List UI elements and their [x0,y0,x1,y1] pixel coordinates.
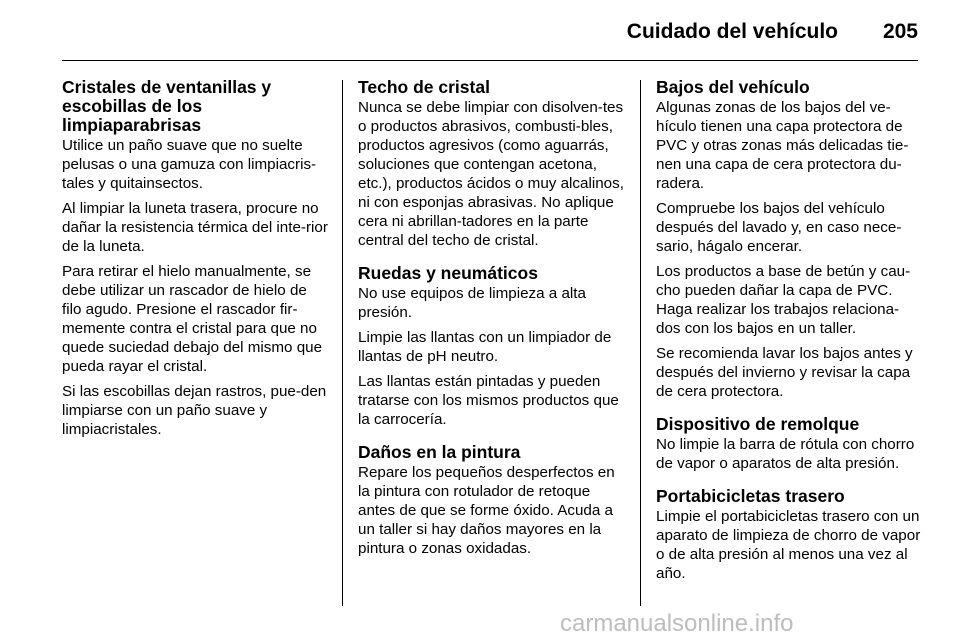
paragraph: Limpie las llantas con un limpiador de llantas de pH neutro. [358,329,612,365]
section-heading-techo: Techo de cristal [358,77,490,97]
watermark-text: carmanualsonline.info [560,610,794,637]
paragraph: Compruebe los bajos del vehículo después del lavado y, en caso nece-sario, hágalo encerar. [656,200,902,255]
paragraph: Los productos a base de betún y cau-cho pueden dañar la capa de PVC. Haga realizar los trabajos relaciona-dos con los bajos en un taller. [656,263,911,337]
column-2 [358,78,624,606]
section-heading-cristales: Cristales de ventanillas y escobillas de los limpiaparabrisas [62,77,272,135]
page-header [62,16,918,61]
paragraph: Algunas zonas de los bajos del ve-hículo tienen una capa protectora de PVC y otras zonas más delicadas tie-nen una capa de cera protectora du-radera. [656,99,909,192]
column-divider [342,80,343,606]
section-heading-remolque: Dispositivo de remolque [656,414,860,434]
column-divider [640,80,641,606]
paragraph: Limpie el portabicicletas trasero con un aparato de limpieza de chorro de vapor o de alta presión al menos una vez al año. [656,508,921,582]
page-title: Cuidado del vehículo [626,20,838,43]
paragraph: Utilice un paño suave que no suelte pelusas o una gamuza con limpiacris-tales y quitainsectos. [62,137,317,192]
paragraph: No limpie la barra de rótula con chorro de vapor o aparatos de alta presión. [656,436,915,472]
paragraph: Para retirar el hielo manualmente, se debe utilizar un rascador de hielo de filo agudo. Presione el rascador fir-memente contra el cristal para que no quede suciedad debajo del mismo que pueda rayar el cristal. [62,263,323,375]
paragraph: Al limpiar la luneta trasera, procure no dañar la resistencia térmica del inte-rior de la luneta. [62,200,328,255]
paragraph: Se recomienda lavar los bajos antes y después del invierno y revisar la capa de cera protectora. [656,345,913,400]
paragraph: No use equipos de limpieza a alta presión. [358,285,586,321]
section-heading-portabicicletas: Portabicicletas trasero [656,486,845,506]
column-3 [656,78,922,606]
section-heading-pintura: Daños en la pintura [358,442,521,462]
page-number: 205 [882,20,918,43]
paragraph: Nunca se debe limpiar con disolven-tes o productos abrasivos, combusti-bles, productos agresivos (como aguarrás, soluciones que contengan acetona, etc.), productos ácidos o muy alcalinos, ni con esponjas abrasivas. No aplique cera ni abrillan-tadores en la parte central del techo de cristal. [358,99,624,249]
paragraph: Si las escobillas dejan rastros, pue-den limpiarse con un paño suave y limpiacristales. [62,383,327,438]
section-heading-ruedas: Ruedas y neumáticos [358,263,538,283]
column-1 [62,78,328,606]
section-heading-bajos: Bajos del vehículo [656,77,810,97]
paragraph: Las llantas están pintadas y pueden tratarse con los mismos productos que la carrocería. [358,373,619,428]
paragraph: Repare los pequeños desperfectos en la pintura con rotulador de retoque antes de que se forme óxido. Acuda a un taller si hay daños mayores en la pintura o zonas oxidadas. [358,464,615,557]
